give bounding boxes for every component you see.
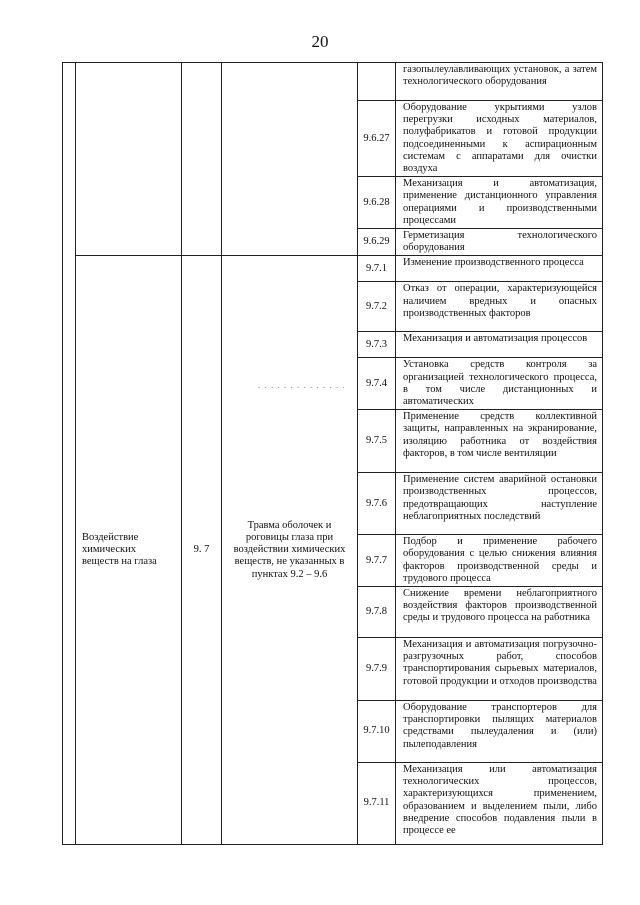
hazard-name: Воздействие химических веществ на глаза [82, 531, 157, 568]
hazard-number: 9. 7 [193, 544, 210, 556]
measure-text: Оборудование транспортеров для транспортировки пылящих материалов средствами пылеудаления и (или) пылеподавления [396, 701, 603, 763]
prev-number-cell [182, 63, 222, 256]
measure-code: 9.7.4 [358, 358, 396, 410]
measures-table [62, 62, 603, 845]
measure-text: Оборудование укрытиями узлов перегрузки исходных материалов, полуфабрикатов и готовой продукции подсоединенными к аспирационным системам с аппаратами для очистки воздуха [396, 101, 603, 177]
measure-code: 9.6.29 [358, 229, 396, 256]
measure-text: Установка средств контроля за организацией технологического процесса, в том числе дистанционных и автоматических [396, 358, 603, 410]
hazard-description: Травма оболочек и роговицы глаза при воздействии химических веществ, не указанных в пунктах 9.2 – 9.6 [233, 519, 346, 580]
scan-artifact-dots: . . . . . . . . . . . . . . [258, 380, 346, 390]
hazard-cell [76, 256, 182, 845]
table-row [63, 256, 603, 282]
measure-code: 9.7.8 [358, 587, 396, 638]
measure-text: Отказ от операции, характеризующейся наличием вредных и опасных производственных факторов [396, 282, 603, 332]
measure-code: 9.7.3 [358, 332, 396, 358]
table-row [63, 63, 603, 101]
left-margin-cell [63, 63, 76, 845]
measure-code: 9.7.7 [358, 535, 396, 587]
measure-code: 9.7.9 [358, 638, 396, 701]
measure-code: 9.7.2 [358, 282, 396, 332]
prev-description-cell [222, 63, 358, 256]
measure-text: Механизация и автоматизация процессов [396, 332, 603, 358]
measure-text: Механизация и автоматизация, применение дистанционного управления операциями и производственными процессами [396, 177, 603, 229]
measure-code [358, 63, 396, 101]
number-cell [182, 256, 222, 845]
measure-code: 9.7.10 [358, 701, 396, 763]
measure-text: Механизация или автоматизация технологических процессов, характеризующихся применением, образованием и выделением пыли, либо внедрение способов подавления пыли в процессе ее [396, 763, 603, 845]
measure-text: Применение систем аварийной остановки производственных процессов, предотвращающих наступление неблагоприятных последствий [396, 473, 603, 535]
measure-code: 9.6.27 [358, 101, 396, 177]
measure-text: Изменение производственного процесса [396, 256, 603, 282]
measure-code: 9.7.5 [358, 410, 396, 473]
measure-text: Герметизация технологического оборудования [396, 229, 603, 256]
prev-hazard-cell [76, 63, 182, 256]
measure-text: Снижение времени неблагоприятного воздействия факторов производственной среды и трудового процесса на работника [396, 587, 603, 638]
measure-code: 9.7.11 [358, 763, 396, 845]
page-number: 20 [311, 32, 329, 51]
measure-code: 9.6.28 [358, 177, 396, 229]
measure-code: 9.7.6 [358, 473, 396, 535]
measure-text: Механизация и автоматизация погрузочно-разгрузочных работ, способов транспортирования сырьевых материалов, готовой продукции и отходов производства [396, 638, 603, 701]
description-cell [222, 256, 358, 845]
measure-text: газопылеулавливающих установок, а затем технологического оборудования [396, 63, 603, 101]
measure-text: Подбор и применение рабочего оборудования с целью снижения влияния факторов производственной среды и трудового процесса [396, 535, 603, 587]
measure-text: Применение средств коллективной защиты, направленных на экранирование, изоляцию работника от воздействия факторов, в том числе вентиляции [396, 410, 603, 473]
measure-code: 9.7.1 [358, 256, 396, 282]
